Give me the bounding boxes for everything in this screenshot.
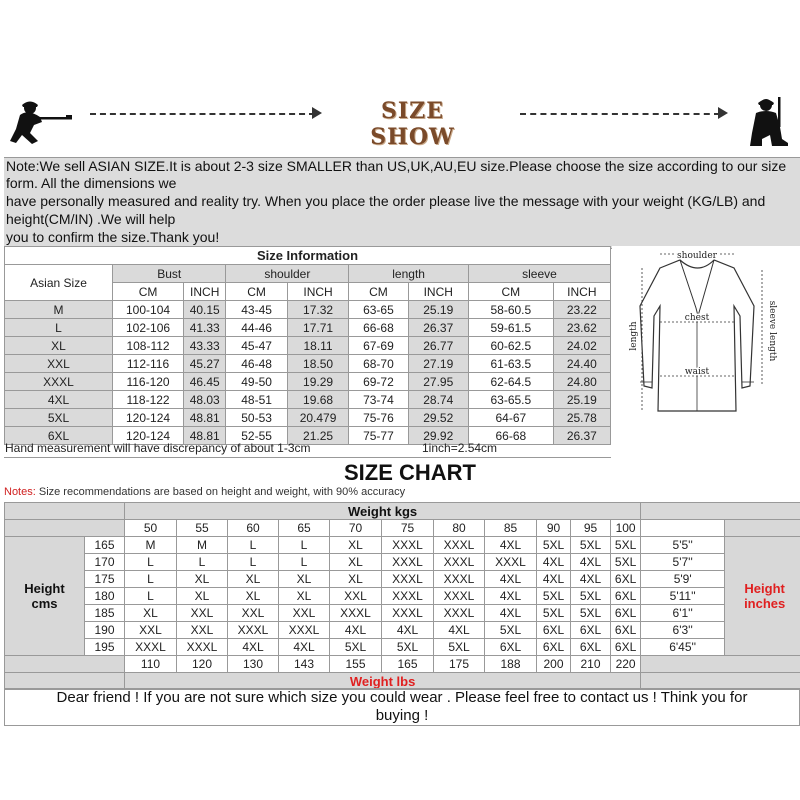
size-label: XL [5, 337, 113, 355]
note-line: form. All the dimensions we [6, 175, 177, 191]
measurement-cell: 63-65.5 [468, 391, 553, 409]
measurement-cell: 59-61.5 [468, 319, 553, 337]
measurement-cell: 63-65 [349, 301, 408, 319]
weight-lb-cell: 110 [125, 656, 177, 673]
measurement-cell: 120-124 [113, 409, 184, 427]
size-cell: XXL [177, 622, 228, 639]
height-inch-cell: 5'7'' [641, 554, 725, 571]
size-cell: 4XL [485, 537, 537, 554]
table-row [5, 605, 800, 622]
unit-header: CM [468, 283, 553, 301]
diagram-label-chest: chest [684, 313, 710, 323]
measurement-cell: 49-50 [226, 373, 287, 391]
size-information-caption: Size Information [5, 247, 611, 265]
measurement-cell: 64-67 [468, 409, 553, 427]
weight-lb-cell: 175 [434, 656, 485, 673]
size-cell: 6XL [611, 571, 641, 588]
height-cm-cell: 175 [85, 571, 125, 588]
size-cell: XXL [228, 605, 279, 622]
weight-lbs-header: Weight lbs [125, 673, 641, 690]
size-cell: 5XL [485, 622, 537, 639]
diagram-label-length: length [629, 321, 639, 351]
measurement-cell: 44-46 [226, 319, 287, 337]
height-inches-line: Height [744, 581, 785, 596]
height-cm-cell: 165 [85, 537, 125, 554]
height-cm-cell: 195 [85, 639, 125, 656]
height-inch-cell: 5'9' [641, 571, 725, 588]
measurement-cell: 23.62 [553, 319, 610, 337]
weight-kg-cell: 70 [330, 520, 382, 537]
size-cell: 6XL [611, 605, 641, 622]
height-cm-cell: 190 [85, 622, 125, 639]
height-cm-cell: 185 [85, 605, 125, 622]
measurement-cell: 46.45 [184, 373, 226, 391]
unit-header: INCH [408, 283, 468, 301]
size-cell: 4XL [537, 554, 571, 571]
measurement-cell: 75-76 [349, 409, 408, 427]
arrow-right-icon [718, 107, 728, 119]
table-row [5, 537, 800, 554]
weight-kg-cell: 50 [125, 520, 177, 537]
measurement-cell: 61-63.5 [468, 355, 553, 373]
measurement-cell: 100-104 [113, 301, 184, 319]
height-inches-line: inches [744, 596, 786, 611]
size-chart-title: SIZE CHART [344, 460, 476, 485]
size-cell: 5XL [571, 588, 611, 605]
size-label: M [5, 301, 113, 319]
measurement-cell: 28.74 [408, 391, 468, 409]
measurement-cell: 58-60.5 [468, 301, 553, 319]
weight-kg-cell: 65 [279, 520, 330, 537]
measurement-cell: 26.37 [408, 319, 468, 337]
measurement-cell: 29.52 [408, 409, 468, 427]
size-cell: XXL [330, 588, 382, 605]
size-cell: 6XL [611, 622, 641, 639]
size-cell: 4XL [434, 622, 485, 639]
size-cell: 4XL [485, 588, 537, 605]
measurement-cell: 48-51 [226, 391, 287, 409]
height-cms-label [5, 537, 85, 656]
unit-header: CM [349, 283, 408, 301]
size-cell: L [279, 537, 330, 554]
weight-lb-cell: 130 [228, 656, 279, 673]
size-cell: 6XL [611, 588, 641, 605]
measurement-cell: 41.33 [184, 319, 226, 337]
size-cell: XXXL [330, 605, 382, 622]
table-row [5, 571, 800, 588]
height-cm-cell: 170 [85, 554, 125, 571]
size-cell: XL [177, 588, 228, 605]
size-cell: M [125, 537, 177, 554]
size-cell: 5XL [571, 605, 611, 622]
weight-lb-cell: 120 [177, 656, 228, 673]
size-cell: 6XL [611, 639, 641, 656]
size-cell: 4XL [228, 639, 279, 656]
size-cell: XXXL [228, 622, 279, 639]
weight-kg-cell: 95 [571, 520, 611, 537]
weight-kg-cell: 90 [537, 520, 571, 537]
measurement-cell: 29.92 [408, 427, 468, 445]
arrow-right-icon [312, 107, 322, 119]
weight-lb-cell: 210 [571, 656, 611, 673]
weight-lb-cell: 188 [485, 656, 537, 673]
blank-cell [5, 656, 125, 673]
measurement-cell: 24.02 [553, 337, 610, 355]
shoulder-header: shoulder [226, 265, 349, 283]
size-cell: XXXL [382, 554, 434, 571]
asian-size-header: Asian Size [5, 265, 113, 301]
note-line: have personally measured and reality try. When you place the order please live the message with your weight (KG/LB) and [6, 193, 766, 209]
size-cell: XXXL [382, 588, 434, 605]
table-row [5, 373, 611, 391]
weight-kgs-header: Weight kgs [125, 503, 641, 520]
size-chart-table [4, 502, 800, 690]
size-cell: 4XL [330, 622, 382, 639]
measurement-cell: 60-62.5 [468, 337, 553, 355]
measurement-cell: 69-72 [349, 373, 408, 391]
height-inch-cell: 6'1'' [641, 605, 725, 622]
measurement-cell: 25.19 [408, 301, 468, 319]
height-inch-cell: 5'5'' [641, 537, 725, 554]
measurement-cell: 25.78 [553, 409, 610, 427]
size-cell: L [228, 554, 279, 571]
size-cell: 5XL [434, 639, 485, 656]
measurement-cell: 116-120 [113, 373, 184, 391]
size-cell: XL [125, 605, 177, 622]
unit-header: INCH [184, 283, 226, 301]
size-cell: 4XL [537, 571, 571, 588]
measurement-note [4, 441, 611, 458]
size-cell: XXXL [125, 639, 177, 656]
measurement-cell: 27.19 [408, 355, 468, 373]
measurement-cell: 20.479 [287, 409, 348, 427]
size-cell: 6XL [537, 639, 571, 656]
size-rows [5, 301, 611, 445]
size-cell: 5XL [611, 554, 641, 571]
measurement-cell: 120-124 [113, 427, 184, 445]
blank-cell [641, 520, 725, 537]
measurement-cell: 75-77 [349, 427, 408, 445]
weight-lb-cell: 155 [330, 656, 382, 673]
size-cell: 5XL [537, 605, 571, 622]
size-cell: L [125, 588, 177, 605]
height-inches-label [725, 537, 800, 656]
height-cm-cell: 180 [85, 588, 125, 605]
divider-left [90, 113, 315, 115]
contact-line: buying ! [375, 707, 429, 724]
weight-kg-cell: 75 [382, 520, 434, 537]
measurement-cell: 17.32 [287, 301, 348, 319]
height-cms-line: Height [24, 581, 65, 596]
size-chart-rows [5, 537, 800, 656]
weight-lbs-row [5, 656, 800, 673]
measurement-cell: 24.40 [553, 355, 610, 373]
size-label: XXXL [5, 373, 113, 391]
measurement-cell: 43-45 [226, 301, 287, 319]
measurement-cell: 50-53 [226, 409, 287, 427]
measurement-cell: 17.71 [287, 319, 348, 337]
size-cell: XXXL [382, 571, 434, 588]
unit-header: CM [113, 283, 184, 301]
measurement-cell: 66-68 [468, 427, 553, 445]
size-cell: 6XL [571, 639, 611, 656]
size-chart-notes [4, 486, 800, 502]
measurement-cell: 112-116 [113, 355, 184, 373]
measurement-cell: 62-64.5 [468, 373, 553, 391]
weight-lb-cell: 220 [611, 656, 641, 673]
bust-header: Bust [113, 265, 226, 283]
page-title: SIZE SHOW [370, 98, 455, 150]
weight-kg-cell: 60 [228, 520, 279, 537]
measurement-cell: 45-47 [226, 337, 287, 355]
notes-label: Notes: [4, 486, 36, 498]
table-row [5, 319, 611, 337]
size-cell: L [279, 554, 330, 571]
kneeling-soldier-icon [742, 95, 794, 147]
table-row [5, 622, 800, 639]
measurement-cell: 18.11 [287, 337, 348, 355]
size-label: XXL [5, 355, 113, 373]
unit-header: INCH [553, 283, 610, 301]
size-cell: 4XL [571, 554, 611, 571]
size-cell: 6XL [485, 639, 537, 656]
size-cell: 5XL [537, 537, 571, 554]
size-cell: L [228, 537, 279, 554]
size-cell: XXXL [434, 588, 485, 605]
size-cell: 4XL [382, 622, 434, 639]
size-cell: 4XL [485, 571, 537, 588]
weight-lb-cell: 143 [279, 656, 330, 673]
measurement-cell: 118-122 [113, 391, 184, 409]
measurement-cell: 43.33 [184, 337, 226, 355]
blank-cell [641, 656, 800, 673]
table-row [5, 639, 800, 656]
note-line: height(CM/IN) .We will help [6, 211, 176, 227]
size-cell: XXXL [434, 537, 485, 554]
measurement-cell: 23.22 [553, 301, 610, 319]
weight-kg-cell: 80 [434, 520, 485, 537]
measurement-cell: 45.27 [184, 355, 226, 373]
size-cell: XL [279, 571, 330, 588]
weight-lb-cell: 165 [382, 656, 434, 673]
table-row [5, 391, 611, 409]
size-cell: XXXL [279, 622, 330, 639]
size-cell: 5XL [537, 588, 571, 605]
size-cell: 4XL [279, 639, 330, 656]
weight-kg-cell: 55 [177, 520, 228, 537]
measurement-cell: 25.19 [553, 391, 610, 409]
measurement-cell: 21.25 [287, 427, 348, 445]
size-cell: 6XL [571, 622, 611, 639]
measurement-cell: 48.81 [184, 409, 226, 427]
weight-kg-cell: 85 [485, 520, 537, 537]
size-cell: XXXL [382, 537, 434, 554]
blank-cell [5, 520, 125, 537]
table-row [5, 409, 611, 427]
size-cell: 5XL [611, 537, 641, 554]
note-line: Note:We sell ASIAN SIZE.It is about 2-3 size SMALLER than US,UK,AU,EU size.Please choose the size according to our size [6, 158, 787, 174]
shirt-measurement-diagram [612, 246, 800, 441]
measurement-cell: 18.50 [287, 355, 348, 373]
weight-lb-cell: 200 [537, 656, 571, 673]
measurement-cell: 48.81 [184, 427, 226, 445]
size-cell: L [125, 571, 177, 588]
blank-cell [725, 520, 800, 537]
sleeve-header: sleeve [468, 265, 610, 283]
measurement-cell: 102-106 [113, 319, 184, 337]
size-cell: XL [228, 571, 279, 588]
size-cell: 5XL [571, 537, 611, 554]
size-cell: 5XL [330, 639, 382, 656]
divider-right [520, 113, 720, 115]
size-note [4, 157, 800, 249]
size-cell: XL [330, 554, 382, 571]
size-label: 5XL [5, 409, 113, 427]
height-cms-line: cms [31, 596, 58, 611]
size-cell: XXXL [177, 639, 228, 656]
size-cell: 5XL [382, 639, 434, 656]
measurement-cell: 67-69 [349, 337, 408, 355]
size-cell: M [177, 537, 228, 554]
diagram-label-sleeve-length: sleeve length [767, 300, 777, 362]
measurement-cell: 26.37 [553, 427, 610, 445]
notes-text: Size recommendations are based on height and weight, with 90% accuracy [35, 486, 406, 498]
table-row [5, 337, 611, 355]
size-cell: L [177, 554, 228, 571]
measurement-cell: 40.15 [184, 301, 226, 319]
inch-conversion-note: 1inch=2.54cm [422, 441, 498, 455]
size-cell: 4XL [571, 571, 611, 588]
size-cell: L [125, 554, 177, 571]
height-inch-cell: 5'11'' [641, 588, 725, 605]
hand-measurement-note: Hand measurement will have discrepancy of about 1-3cm [5, 441, 311, 455]
table-row [5, 355, 611, 373]
unit-header: INCH [287, 283, 348, 301]
size-cell: XL [177, 571, 228, 588]
size-label: L [5, 319, 113, 337]
measurement-cell: 48.03 [184, 391, 226, 409]
table-row [5, 554, 800, 571]
note-line: you to confirm the size.Thank you! [6, 229, 220, 245]
weight-kg-cell: 100 [611, 520, 641, 537]
measurement-cell: 73-74 [349, 391, 408, 409]
size-label: 6XL [5, 427, 113, 445]
measurement-cell: 68-70 [349, 355, 408, 373]
size-cell: XXXL [382, 605, 434, 622]
contact-line: Dear friend ! If you are not sure which size you could wear . Please feel free to contact us ! Think you for [56, 689, 748, 706]
size-cell: XXL [125, 622, 177, 639]
size-cell: 6XL [537, 622, 571, 639]
diagram-label-waist: waist [684, 367, 710, 377]
measurement-cell: 46-48 [226, 355, 287, 373]
measurement-cell: 19.29 [287, 373, 348, 391]
size-cell: XXXL [434, 571, 485, 588]
table-row [5, 588, 800, 605]
unit-header: CM [226, 283, 287, 301]
size-cell: XL [330, 571, 382, 588]
size-cell: XXL [279, 605, 330, 622]
size-cell: XL [330, 537, 382, 554]
contact-message [4, 688, 800, 726]
size-cell: 4XL [485, 605, 537, 622]
size-label: 4XL [5, 391, 113, 409]
size-cell: XL [279, 588, 330, 605]
weight-kgs-row [5, 520, 800, 537]
measurement-cell: 19.68 [287, 391, 348, 409]
measurement-cell: 27.95 [408, 373, 468, 391]
size-cell: XXXL [434, 554, 485, 571]
height-inch-cell: 6'45'' [641, 639, 725, 656]
length-header: length [349, 265, 469, 283]
diagram-label-shoulder: shoulder [677, 251, 717, 261]
size-cell: XXXL [485, 554, 537, 571]
size-information-table [4, 246, 611, 445]
measurement-cell: 108-112 [113, 337, 184, 355]
size-cell: XXXL [434, 605, 485, 622]
measurement-cell: 52-55 [226, 427, 287, 445]
measurement-cell: 24.80 [553, 373, 610, 391]
table-row [5, 301, 611, 319]
height-inch-cell: 6'3'' [641, 622, 725, 639]
size-cell: XXL [177, 605, 228, 622]
size-cell: XL [228, 588, 279, 605]
measurement-cell: 66-68 [349, 319, 408, 337]
soldier-silhouette-icon [8, 95, 74, 145]
measurement-cell: 26.77 [408, 337, 468, 355]
